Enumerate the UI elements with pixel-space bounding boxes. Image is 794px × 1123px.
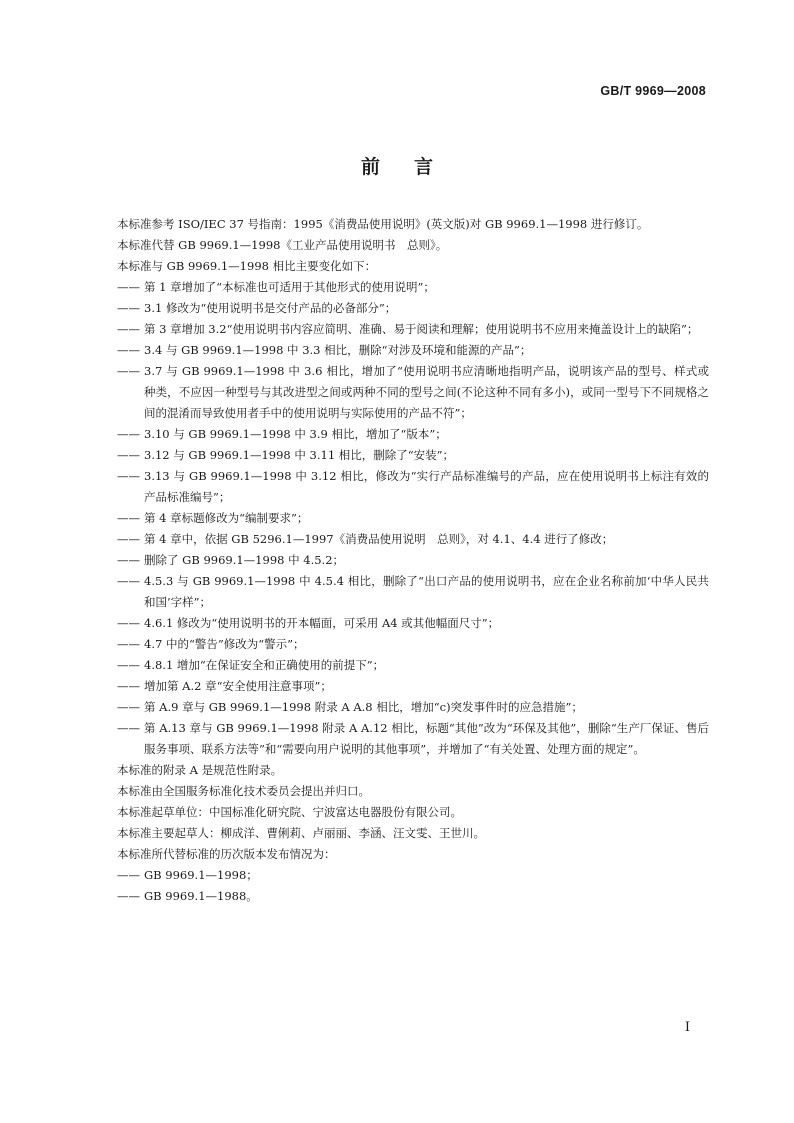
dash-marker: —— — [117, 343, 140, 357]
dash-marker: —— — [117, 658, 140, 672]
dash-marker: —— — [117, 721, 140, 735]
change-text: 第 1 章增加了“本标准也可适用于其他形式的使用说明”； — [144, 280, 435, 294]
dash-marker: —— — [117, 553, 140, 567]
change-text: 增加第 A.2 章“安全使用注意事项”； — [144, 679, 332, 693]
dash-marker: —— — [117, 511, 140, 525]
dash-marker: —— — [117, 679, 140, 693]
page-title: 前言 — [360, 156, 467, 178]
change-item — [117, 298, 709, 319]
change-item — [117, 319, 709, 340]
change-text: 4.8.1 增加“在保证安全和正确使用的前提下”； — [144, 658, 385, 672]
change-item — [117, 424, 709, 445]
change-text: 3.12 与 GB 9969.1—1998 中 3.11 相比，删除了“安装”； — [144, 448, 455, 462]
dash-marker: —— — [117, 700, 140, 714]
change-item — [117, 277, 709, 298]
dash-marker: —— — [117, 532, 140, 546]
change-item — [117, 361, 709, 424]
change-item — [117, 613, 709, 634]
history-text: GB 9969.1—1988。 — [144, 889, 258, 903]
change-text: 3.10 与 GB 9969.1—1998 中 3.9 相比，增加了“版本”； — [144, 427, 447, 441]
change-item — [117, 445, 709, 466]
change-text: 第 A.9 章与 GB 9969.1—1998 附录 A A.8 相比，增加“c)突发事件时的应急措施”； — [144, 700, 583, 714]
change-item — [117, 655, 709, 676]
dash-marker: —— — [117, 889, 140, 903]
change-text: 第 A.13 章与 GB 9969.1—1998 附录 A A.12 相比，标题“其他”改为“环保及其他”，删除“生产厂保证、售后服务事项、联系方法等”和“需要向用户说明的其他事项”，并增加了“有关处置、处理方面的规定”。 — [144, 721, 709, 756]
intro-line: 本标准参考 ISO/IEC 37 号指南：1995《消费品使用说明》(英文版)对 GB 9969.1—1998 进行修订。 — [117, 217, 649, 231]
change-item — [117, 697, 709, 718]
document-code: GB/T 9969—2008 — [600, 84, 706, 98]
dash-marker: —— — [117, 448, 140, 462]
change-text: 3.13 与 GB 9969.1—1998 中 3.12 相比，修改为“实行产品标准编号的产品，应在使用说明书上标注有效的产品标准编号”； — [144, 469, 709, 504]
closing-line: 本标准的附录 A 是规范性附录。 — [117, 763, 283, 777]
change-item — [117, 508, 709, 529]
change-text: 第 4 章标题修改为“编制要求”； — [144, 511, 309, 525]
dash-marker: —— — [117, 637, 140, 651]
page-number: I — [684, 1020, 690, 1035]
dash-marker: —— — [117, 364, 140, 378]
closing-line: 本标准主要起草人：柳成洋、曹俐莉、卢丽丽、李涵、汪文雯、王世川。 — [117, 826, 485, 840]
change-text: 第 4 章中，依据 GB 5296.1—1997《消费品使用说明 总则》，对 4.1、4.4 进行了修改； — [144, 532, 614, 546]
change-text: 4.5.3 与 GB 9969.1—1998 中 4.5.4 相比，删除了“出口产品的使用说明书，应在企业名称前加‘中华人民共和国’字样”； — [144, 574, 709, 609]
history-item — [117, 865, 709, 886]
change-text: 3.1 修改为“使用说明书是交付产品的必备部分”； — [144, 301, 397, 315]
change-item — [117, 550, 709, 571]
history-item — [117, 886, 709, 907]
change-text: 4.7 中的“警告”修改为“警示”； — [144, 637, 305, 651]
change-text: 4.6.1 修改为“使用说明书的开本幅面，可采用 A4 或其他幅面尺寸”； — [144, 616, 500, 630]
dash-marker: —— — [117, 574, 140, 588]
change-text: 3.7 与 GB 9969.1—1998 中 3.6 相比，增加了“使用说明书应清晰地指明产品，说明该产品的型号、样式或种类，不应因一种型号与其改进型之间或两种不同的型号之间(不论这种不同有多小)，或同一型号下不同规格之间的混淆而导致使用者手中的使用说明与实际使用的产品不符”； — [144, 364, 709, 420]
dash-marker: —— — [117, 301, 140, 315]
foreword-body — [117, 214, 709, 907]
change-text: 第 3 章增加 3.2“使用说明书内容应简明、准确、易于阅读和理解；使用说明书不应用来掩盖设计上的缺陷”； — [144, 322, 699, 336]
change-text: 3.4 与 GB 9969.1—1998 中 3.3 相比，删除“对涉及环境和能源的产品”； — [144, 343, 532, 357]
change-item — [117, 340, 709, 361]
change-item — [117, 529, 709, 550]
dash-marker: —— — [117, 322, 140, 336]
closing-line: 本标准起草单位：中国标准化研究院、宁波富达电器股份有限公司。 — [117, 805, 462, 819]
change-text: 删除了 GB 9969.1—1998 中 4.5.2； — [144, 553, 345, 567]
dash-marker: —— — [117, 616, 140, 630]
change-item — [117, 466, 709, 508]
change-item — [117, 718, 709, 760]
dash-marker: —— — [117, 280, 140, 294]
change-item — [117, 676, 709, 697]
dash-marker: —— — [117, 868, 140, 882]
dash-marker: —— — [117, 469, 140, 483]
closing-line: 本标准所代替标准的历次版本发布情况为： — [117, 847, 336, 861]
intro-line: 本标准与 GB 9969.1—1998 相比主要变化如下： — [117, 259, 377, 273]
history-text: GB 9969.1—1998； — [144, 868, 258, 882]
change-item — [117, 634, 709, 655]
dash-marker: —— — [117, 427, 140, 441]
intro-line: 本标准代替 GB 9969.1—1998《工业产品使用说明书 总则》。 — [117, 238, 448, 252]
change-item — [117, 571, 709, 613]
closing-line: 本标准由全国服务标准化技术委员会提出并归口。 — [117, 784, 370, 798]
